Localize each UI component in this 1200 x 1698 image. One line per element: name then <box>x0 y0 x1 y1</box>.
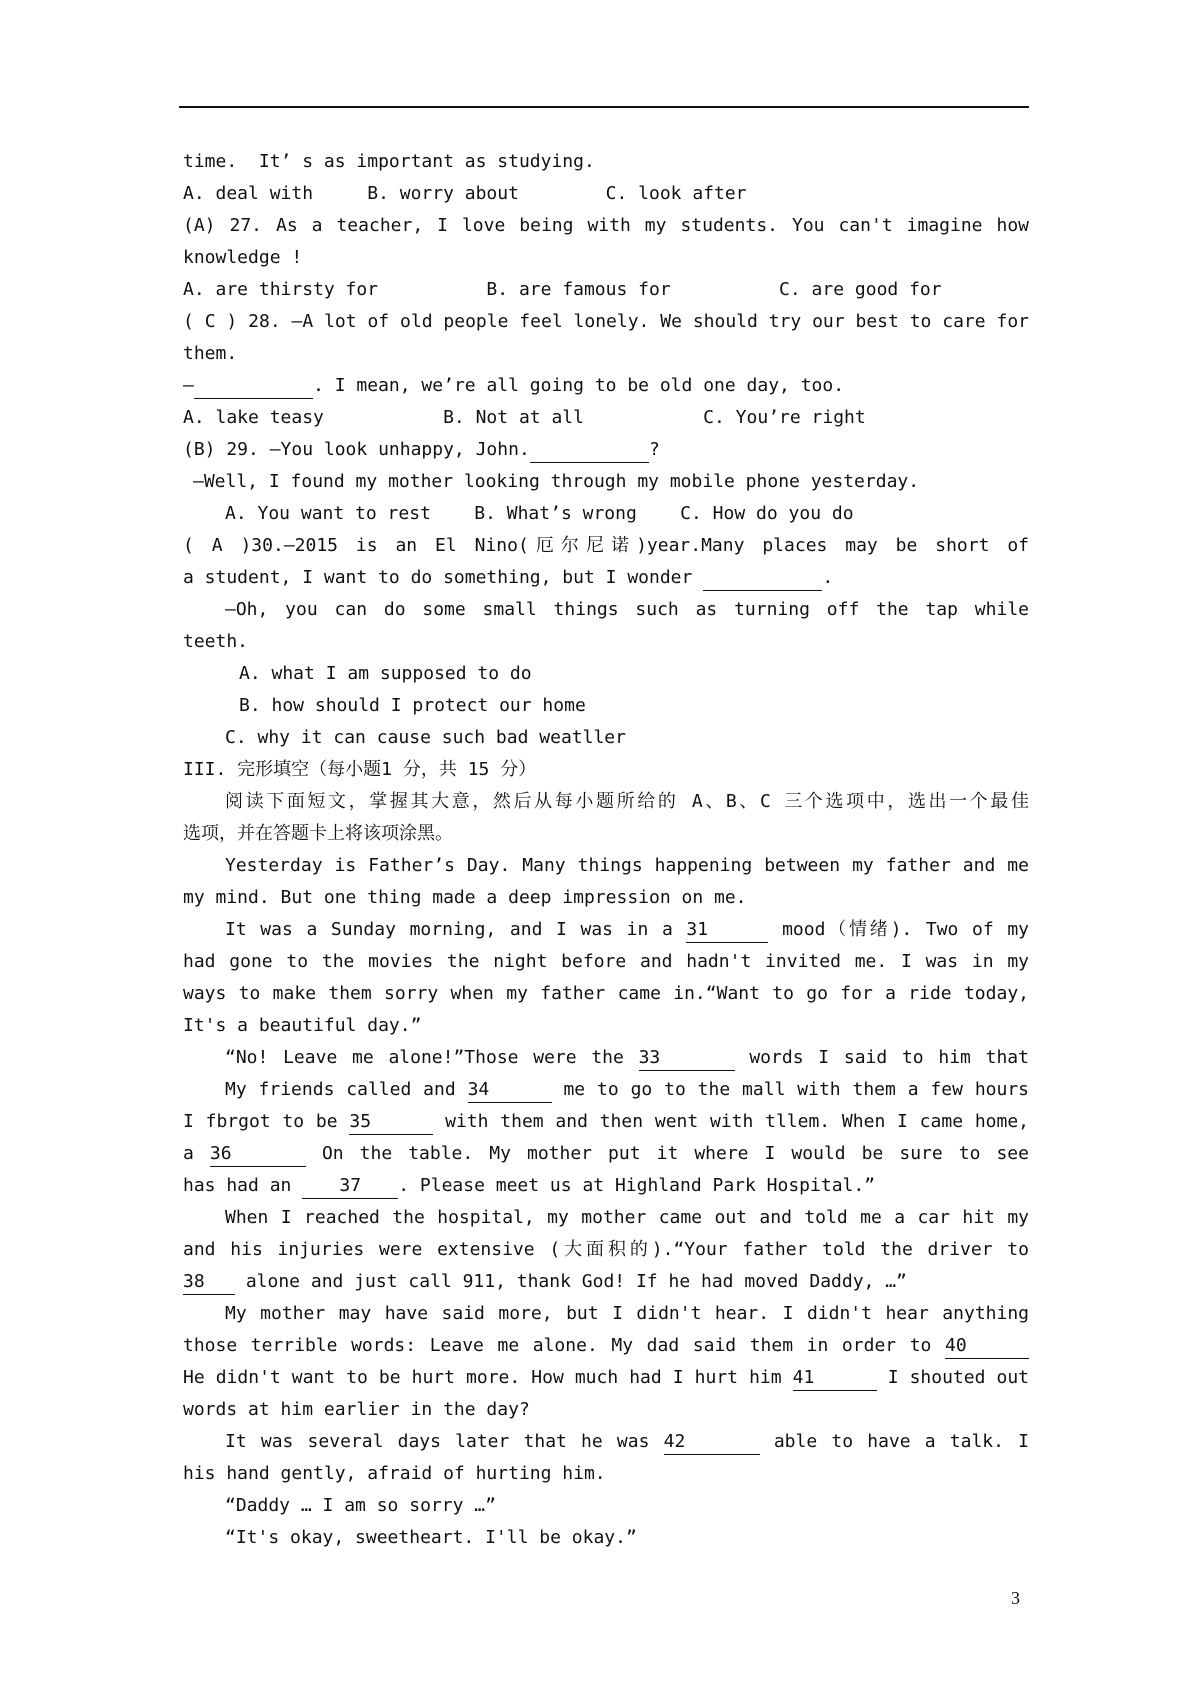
text-line: —Well, I found my mother looking through my mobile phone yesterday. <box>193 471 920 492</box>
text-line: teeth. <box>183 631 249 652</box>
passage-line: had gone to the movies the night before and hadn't invited me. I was in my <box>183 946 1029 978</box>
text-line: a student, I want to do something, but I wonder . <box>183 562 1029 594</box>
cloze-blank-42: 42 <box>664 1430 760 1455</box>
answer-options-q26: A. deal with B. worry about C. look after <box>183 183 747 204</box>
text-line: — . I mean, we’re all going to be old one day, too. <box>183 370 1029 402</box>
passage-line: “Daddy … I am so sorry …” <box>225 1495 496 1516</box>
passage-line: and his injuries were extensive (大面积的).“Your father told the driver to <box>183 1239 1029 1260</box>
answer-option: A. what I am supposed to do <box>239 663 532 684</box>
cloze-blank-41: 41 <box>793 1366 877 1391</box>
passage-line: I fbrgot to be 35 with them and then went with tllem. When I came home, <box>183 1106 1029 1138</box>
passage-line: has had an 37 . Please meet us at Highland Park Hospital.” <box>183 1170 1029 1202</box>
passage-line: “It's okay, sweetheart. I'll be okay.” <box>225 1527 637 1548</box>
cloze-blank-31: 31 <box>686 918 768 943</box>
passage-line: 38 alone and just call 911, thank God! If he had moved Daddy, …” <box>183 1266 1029 1298</box>
passage-line: his hand gently, afraid of hurting him. <box>183 1463 606 1484</box>
passage-line: My friends called and 34 me to go to the mall with them a few hours <box>183 1074 1029 1106</box>
passage-line: It's a beautiful day.” <box>183 1015 422 1036</box>
text-line: —Oh, you can do some small things such as turning off the tap while <box>225 599 1029 620</box>
answer-blank <box>194 374 313 399</box>
instructions: 选项，并在答题卡上将该项涂黑。 <box>183 823 453 844</box>
passage-line: those terrible words: Leave me alone. My dad said them in order to 40 <box>183 1330 1029 1362</box>
cloze-blank-34: 34 <box>468 1078 552 1103</box>
answer-option: C. why it can cause such bad weatller <box>225 727 626 748</box>
passage-line: a 36 On the table. My mother put it where I would be sure to see <box>183 1138 1029 1170</box>
passage-line: When I reached the hospital, my mother came out and told me a car hit my <box>225 1207 1029 1228</box>
question-29: (B) 29. —You look unhappy, John. ? <box>183 434 1029 466</box>
header-rule <box>179 106 1029 108</box>
passage-line: words at him earlier in the day? <box>183 1399 530 1420</box>
passage-line: Yesterday is Father’s Day. Many things happening between my father and me <box>225 855 1029 876</box>
passage-line: It was a Sunday morning, and I was in a 31 mood（情绪). Two of my <box>183 914 1029 946</box>
cloze-blank-40: 40 <box>945 1334 1029 1359</box>
cloze-blank-38: 38 <box>183 1270 235 1295</box>
text-line: time. It’ s as important as studying. <box>183 151 595 172</box>
answer-options-q27: A. are thirsty for B. are famous for C. are good for <box>183 279 942 300</box>
question-27: (A) 27. As a teacher, I love being with my students. You can't imagine how <box>183 215 1029 236</box>
page-body <box>183 146 1029 1554</box>
cloze-blank-33: 33 <box>639 1046 735 1071</box>
passage-line: ways to make them sorry when my father came in.“Want to go for a ride today, <box>183 983 1029 1004</box>
question-28: ( C ) 28. —A lot of old people feel lonely. We should try our best to care for <box>183 311 1029 332</box>
passage-line: He didn't want to be hurt more. How much had I hurt him 41 I shouted out <box>183 1362 1029 1394</box>
instructions: 阅读下面短文，掌握其大意，然后从每小题所给的 A、B、C 三个选项中，选出一个最佳 <box>225 791 1029 812</box>
passage-line: My mother may have said more, but I didn't hear. I didn't hear anything <box>183 1298 1029 1330</box>
cloze-blank-37: 37 <box>302 1174 398 1199</box>
answer-blank <box>703 566 822 591</box>
passage-line: my mind. But one thing made a deep impression on me. <box>183 887 747 908</box>
text-line: knowledge ! <box>183 247 303 268</box>
page-number: 3 <box>1011 1588 1020 1608</box>
cloze-blank-35: 35 <box>349 1110 433 1135</box>
section-heading: III. 完形填空（每小题1 分，共 15 分） <box>183 759 537 780</box>
question-30: ( A )30.—2015 is an El Nino(厄尔尼诺)year.Many places may be short of <box>183 535 1029 556</box>
passage-line: It was several days later that he was 42 able to have a talk. I <box>183 1426 1029 1458</box>
text-line: them. <box>183 343 238 364</box>
cloze-blank-36: 36 <box>210 1142 306 1167</box>
answer-options-q29: A. You want to rest B. What’s wrong C. How do you do <box>225 503 854 524</box>
answer-blank <box>530 438 649 463</box>
answer-options-q28: A. lake teasy B. Not at all C. You’re right <box>183 407 866 428</box>
passage-line: “No! Leave me alone!”Those were the 33 words I said to him that <box>183 1042 1029 1074</box>
answer-option: B. how should I protect our home <box>239 695 586 716</box>
